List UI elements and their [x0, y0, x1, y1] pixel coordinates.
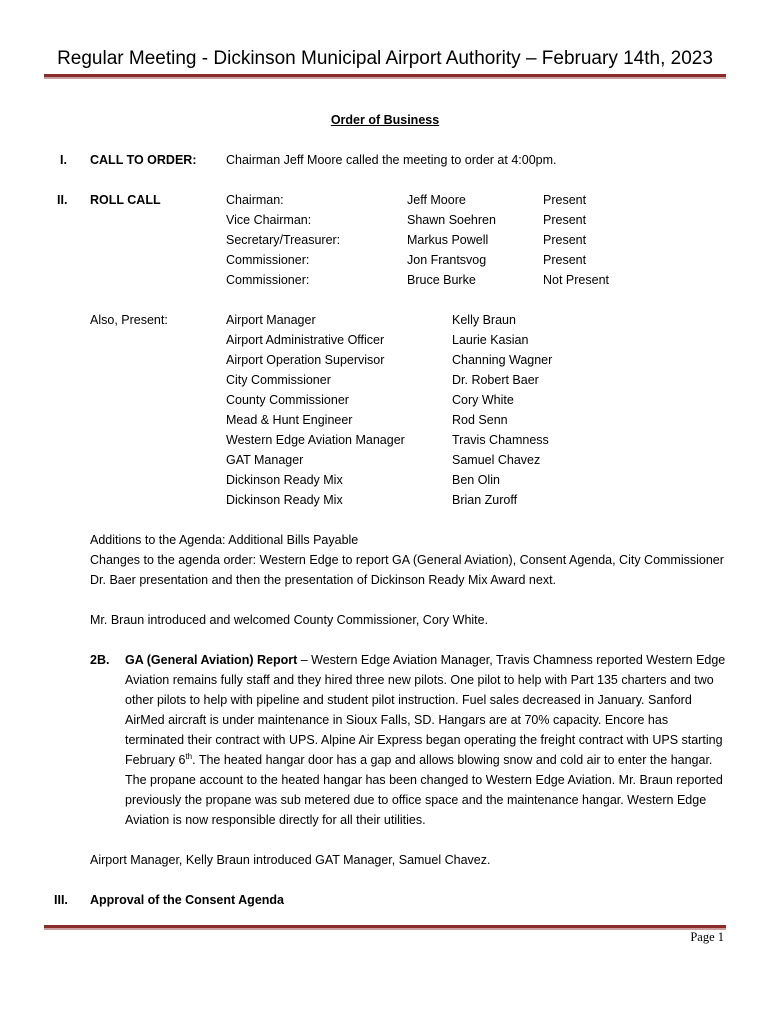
attendee-name: Channing Wagner	[452, 353, 553, 367]
roll-name: Bruce Burke	[407, 273, 476, 287]
roll-title: Vice Chairman:	[226, 213, 312, 227]
order-heading: Order of Business	[330, 113, 440, 127]
roll-status: Present	[543, 193, 587, 207]
roll-row	[226, 190, 284, 210]
attendee-name: Samuel Chavez	[452, 453, 541, 467]
attendee-name: Brian Zuroff	[452, 493, 518, 507]
attendee-name: Rod Senn	[452, 413, 508, 427]
ga-report-title: GA (General Aviation) Report	[125, 653, 298, 667]
attendee-name: Dr. Robert Baer	[452, 373, 539, 387]
attendee-title: City Commissioner	[226, 373, 331, 387]
call-to-order-text: Chairman Jeff Moore called the meeting to order at 4:00pm.	[226, 153, 557, 167]
commissioner-introduction: Mr. Braun introduced and welcomed County Commissioner, Cory White.	[90, 613, 489, 627]
attendee-title: County Commissioner	[226, 393, 349, 407]
section-numeral-3: III.	[54, 893, 68, 907]
roll-title: Commissioner:	[226, 273, 310, 287]
ga-report-paragraph	[125, 650, 730, 830]
roll-status: Present	[543, 233, 587, 247]
page-number: Page 1	[690, 930, 724, 944]
attendee-title: Dickinson Ready Mix	[226, 473, 343, 487]
attendee-title: Airport Manager	[226, 313, 316, 327]
section-numeral-1: I.	[60, 153, 67, 167]
ga-report-text-continued: . The heated hangar door has a gap and allows blowing snow and cold air to enter the hangar. The propane account to the heated hangar has been changed to Western Edge Aviation. Mr. Braun reported previously the propane was sub metered due to office space and the maintenance hangar. Western Edge Aviation is now responsible directly for all their utilities.	[125, 753, 723, 827]
roll-status: Present	[543, 213, 587, 227]
consent-agenda-heading: Approval of the Consent Agenda	[90, 893, 284, 907]
roll-call-label: ROLL CALL	[90, 193, 161, 207]
item-number-2b: 2B.	[90, 653, 110, 667]
attendee-title: Airport Operation Supervisor	[226, 353, 385, 367]
call-to-order-label: CALL TO ORDER:	[90, 153, 197, 167]
roll-status: Not Present	[543, 273, 610, 287]
header-rule	[44, 74, 726, 79]
attendee-name: Travis Chamness	[452, 433, 549, 447]
attendee-title: Dickinson Ready Mix	[226, 493, 343, 507]
section-numeral-2: II.	[57, 193, 68, 207]
attendee-name: Kelly Braun	[452, 313, 516, 327]
roll-name: Jeff Moore	[407, 193, 466, 207]
roll-status: Present	[543, 253, 587, 267]
also-present-label: Also, Present:	[90, 313, 168, 327]
roll-title: Chairman:	[226, 193, 284, 207]
attendee-title: GAT Manager	[226, 453, 304, 467]
roll-name: Jon Frantsvog	[407, 253, 487, 267]
attendee-title: Western Edge Aviation Manager	[226, 433, 405, 447]
agenda-additions: Additions to the Agenda: Additional Bills Payable	[90, 533, 359, 547]
ga-report-superscript: th	[185, 751, 193, 761]
attendee-title: Mead & Hunt Engineer	[226, 413, 353, 427]
attendee-name: Cory White	[452, 393, 514, 407]
agenda-changes: Changes to the agenda order: Western Edge to report GA (General Aviation), Consent Agenda, City Commissioner Dr. Baer presentation and then the presentation of Dickinson Ready Mix Award next.	[90, 553, 724, 587]
gat-manager-introduction: Airport Manager, Kelly Braun introduced GAT Manager, Samuel Chavez.	[90, 853, 491, 867]
footer-rule	[44, 925, 726, 930]
attendee-name: Laurie Kasian	[452, 333, 529, 347]
attendee-name: Ben Olin	[452, 473, 500, 487]
roll-name: Shawn Soehren	[407, 213, 496, 227]
roll-name: Markus Powell	[407, 233, 489, 247]
roll-title: Secretary/Treasurer:	[226, 233, 341, 247]
attendee-title: Airport Administrative Officer	[226, 333, 385, 347]
page-title: Regular Meeting - Dickinson Municipal Airport Authority – February 14th, 2023	[57, 48, 713, 69]
roll-title: Commissioner:	[226, 253, 310, 267]
ga-report-text: – Western Edge Aviation Manager, Travis Chamness reported Western Edge Aviation remains fully staff and they hired three new pilots. One pilot to help with Part 135 charters and two other pilots to help with pipeline and student pilot instruction. Fuel sales decreased in January. Sanford AirMed aircraft is under maintenance in Sioux Falls, SD. Hangars are at 70% capacity. Encore has terminated their contract with UPS. Alpine Air Express began operating the freight contract with UPS starting February 6	[125, 653, 726, 767]
